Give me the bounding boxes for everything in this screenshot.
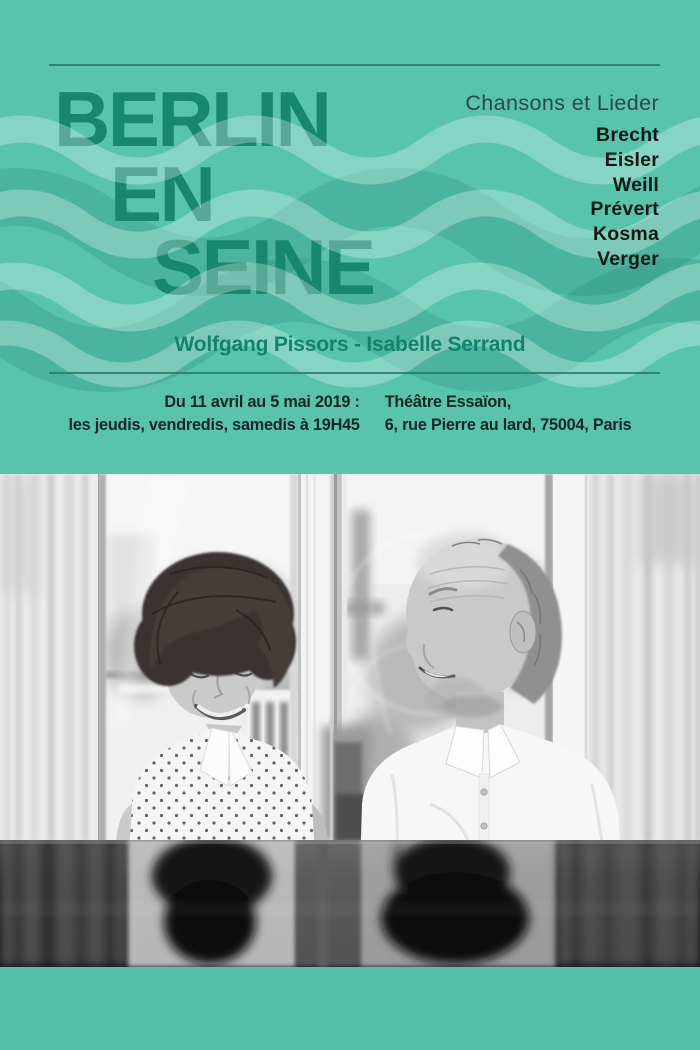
divider-top xyxy=(49,64,660,66)
composer-item: Eisler xyxy=(604,148,659,171)
genre-label: Chansons et Lieder xyxy=(465,91,659,115)
divider-middle xyxy=(49,372,660,374)
composer-item: Prévert xyxy=(590,198,659,221)
poster-footer xyxy=(0,967,700,1050)
info-block xyxy=(0,391,700,437)
title-line-2: EN xyxy=(110,150,214,238)
performers-names: Wolfgang Pissors - Isabelle Serrand xyxy=(174,333,526,356)
composer-item: Weill xyxy=(612,173,659,196)
schedule-dates xyxy=(69,391,360,437)
left-curtain xyxy=(0,474,98,842)
composer-item: Kosma xyxy=(592,223,659,246)
venue-line-1: Théâtre Essaïon, xyxy=(384,393,512,411)
composer-item: Brecht xyxy=(596,124,659,146)
composer-item: Verger xyxy=(597,247,659,270)
title-line-1: BERLIN xyxy=(54,75,330,163)
poster-header xyxy=(0,0,700,474)
venue-address xyxy=(385,391,632,437)
title-line-3: SEINE xyxy=(152,223,374,311)
schedule-line-1: Du 11 avril au 5 mai 2019 : xyxy=(164,393,360,411)
piano-reflection xyxy=(0,836,700,967)
duo-photo xyxy=(0,474,700,967)
schedule-line-2: les jeudis, vendredis, samedis à 19H45 xyxy=(68,416,360,434)
composers-list xyxy=(465,123,659,272)
venue-line-2: 6, rue Pierre au lard, 75004, Paris xyxy=(384,416,632,434)
credits-block xyxy=(465,91,659,272)
